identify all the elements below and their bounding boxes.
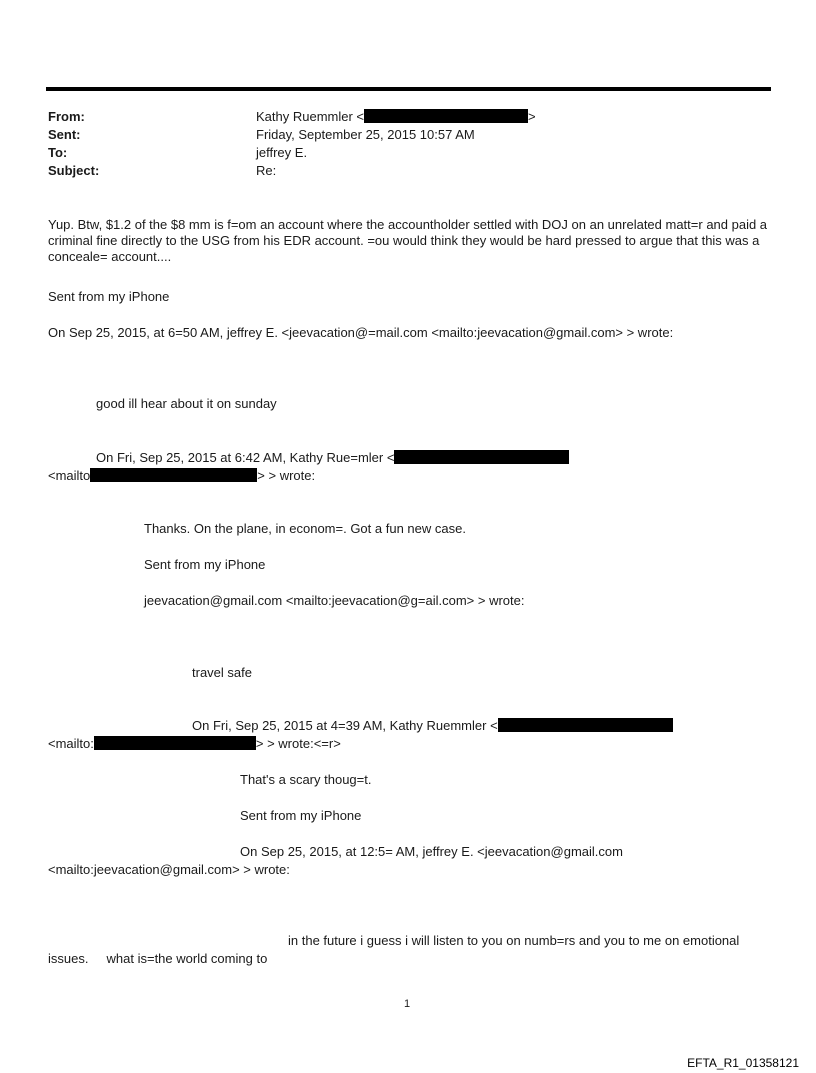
quote-header-line — [96, 450, 569, 466]
sent-from-line: Sent from my iPhone — [48, 289, 170, 304]
reply-text: good ill hear about it on sunday — [96, 396, 277, 411]
quote-header-line: On Sep 25, 2015, at 12:5= AM, jeffrey E. <jeevacation@gmail.com — [240, 844, 623, 859]
document-id: EFTA_R1_01358121 — [687, 1056, 799, 1070]
mailto-prefix: <mailto — [48, 468, 91, 483]
sent-from-line: Sent from my iPhone — [240, 808, 362, 823]
redaction-box — [498, 718, 673, 732]
quote-header-text: On Fri, Sep 25, 2015 at 6:42 AM, Kathy Rue=mler < — [96, 450, 395, 465]
mailto-prefix: <mailto: — [48, 736, 94, 751]
mailto-suffix: > > wrote:<=r> — [255, 736, 341, 751]
reply-text: Thanks. On the plane, in econom=. Got a fun new case. — [144, 521, 466, 536]
quote-header-line — [48, 468, 315, 484]
subject-value: Re: — [256, 163, 277, 178]
main-paragraph: Yup. Btw, $1.2 of the $8 mm is f=om an account where the accountholder settled with DOJ on an unrelated matt=r and paid a criminal fine directly to the USG from his EDR account. =ou would think they would be hard pressed to argue that this was a conceale= account.... — [48, 217, 768, 264]
from-close: > — [528, 109, 536, 124]
redaction-box — [90, 468, 257, 482]
quote-header-text: On Fri, Sep 25, 2015 at 4=39 AM, Kathy Ruemmler < — [192, 718, 498, 733]
sent-label: Sent: — [48, 127, 81, 142]
quote-header-line — [192, 718, 673, 734]
to-value: jeffrey E. — [256, 145, 308, 160]
header-rule — [46, 87, 771, 91]
page-number: 1 — [404, 998, 411, 1010]
sent-value: Friday, September 25, 2015 10:57 AM — [256, 127, 475, 142]
quote-header-line: On Sep 25, 2015, at 6=50 AM, jeffrey E. <jeevacation@=mail.com <mailto:jeevacation@gmail.com> > wrote: — [48, 325, 674, 340]
redaction-box — [364, 109, 528, 123]
reply-text: in the future i guess i will listen to you on numb=rs and you to me on emotional — [288, 933, 740, 948]
reply-text: That's a scary thoug=t. — [240, 772, 372, 787]
quote-header-line — [48, 736, 341, 752]
quote-header-line: jeevacation@gmail.com <mailto:jeevacation@g=ail.com> > wrote: — [144, 593, 525, 608]
to-label: To: — [48, 145, 68, 160]
quote-header-line: <mailto:jeevacation@gmail.com> > wrote: — [48, 862, 290, 877]
from-value — [256, 109, 536, 125]
mailto-suffix: > > wrote: — [257, 468, 316, 483]
reply-text: travel safe — [192, 665, 252, 680]
redaction-box — [394, 450, 569, 464]
reply-text: issues. what is=the world coming to — [48, 951, 268, 966]
sent-from-line: Sent from my iPhone — [144, 557, 266, 572]
redaction-box — [94, 736, 256, 750]
subject-label: Subject: — [48, 163, 100, 178]
from-label: From: — [48, 109, 85, 124]
from-name: Kathy Ruemmler < — [256, 109, 365, 124]
